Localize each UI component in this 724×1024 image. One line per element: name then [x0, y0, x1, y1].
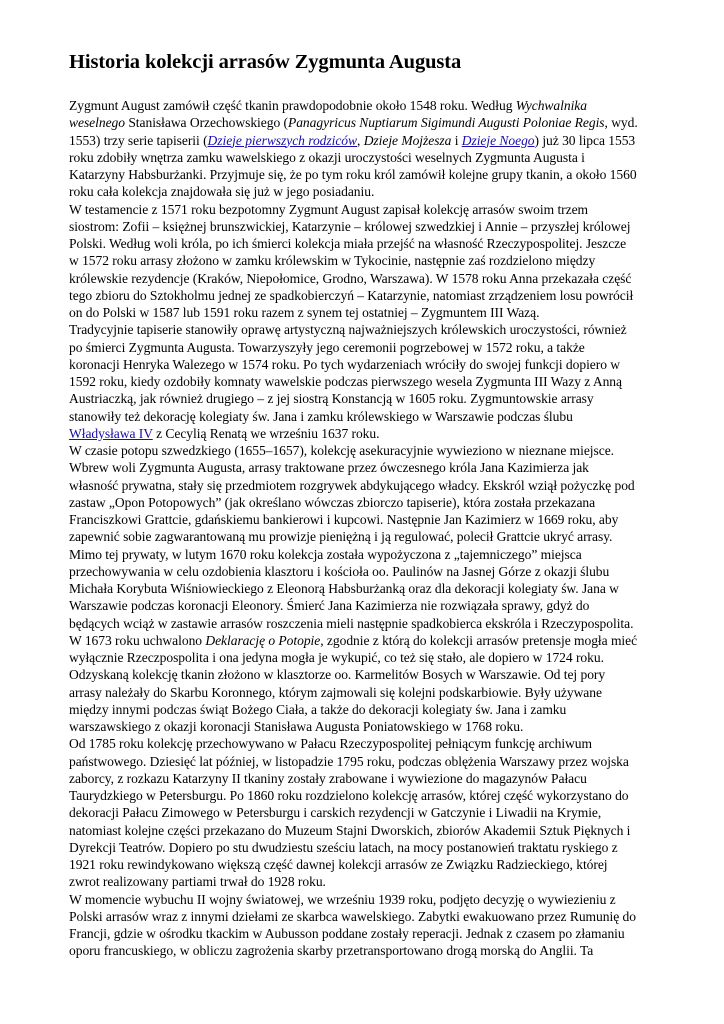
- link-dzieje-pierwszych-rodzicow[interactable]: Dzieje pierwszych rodziców: [207, 132, 358, 148]
- text-line: warszawskiego z okazji koronacji Stanisława Augusta Poniatowskiego w 1768 roku.: [69, 719, 524, 734]
- paragraph-3: [69, 321, 674, 442]
- text-line: Austriaczką, jak również drugiego – z jej siostrą Konstancją w 1605 roku. Zygmuntowskie arrasy: [69, 391, 594, 407]
- text-line: natomiast kolejne części przekazano do Muzeum Stajni Dworskich, zbiorów Akademii Sztuk Pięknych i: [69, 822, 631, 838]
- text-line: roku cała kolekcja znajdowała się już w jego posiadaniu.: [69, 184, 375, 200]
- text-line: weselnego Stanisława Orzechowskiego (Panagyricus Nuptiarum Sigimundi Augusti Poloniae Regis, wyd.: [69, 115, 638, 131]
- text-line: W 1673 roku uchwalono Deklarację o Potopie, zgodnie z którą do kolekcji arrasów pretensje mogła mieć: [69, 632, 638, 648]
- text-line: zapewnić sobie zagwarantowaną mu prowizje pieniężną i ją regulować, polecił Grattcie ukryć arrasy.: [69, 529, 613, 545]
- document-body: [69, 97, 674, 960]
- text-line: koronacji Henryka Walezego w 1574 roku. Po tych wydarzeniach wróciły do swojej funkcji dopiero w: [69, 356, 621, 372]
- text-line: Dyrekcji Teatrów. Dopiero po stu dwudziestu sześciu latach, na mocy postanowień traktatu ryskiego z: [69, 839, 618, 855]
- paragraph-4: [69, 442, 674, 735]
- paragraph-2: [69, 201, 674, 322]
- text-line: W testamencie z 1571 roku bezpotomny Zygmunt August zapisał kolekcję arrasów swoim trzem: [69, 201, 589, 217]
- text-line: Katarzyny Habsburżanki. Przyjmuje się, że po tym roku król zamówił kolejne grupy tkanin, a około 1560: [69, 167, 637, 182]
- paragraph-1: [69, 97, 674, 201]
- text-line: Odzyskaną kolekcję tkanin złożono w klasztorze oo. Karmelitów Bosych w Warszawie. Od tej pory: [69, 667, 606, 683]
- link-wladyslawa-iv[interactable]: Władysława IV: [69, 425, 153, 441]
- text-line: dekoracji Pałacu Zimowego w Petersburgu i carskich rezydencji w Gatczynie i Liwadii na Krymie,: [69, 805, 602, 821]
- text-line: przechowywania w celu ozdobienia klasztoru i kościoła oo. Paulinów na Jasnej Górze z okazji ślubu: [69, 563, 610, 579]
- text-line: państwowego. Dziesięć lat później, w listopadzie 1795 roku, podczas oblężenia Warszawy przez wojska: [69, 753, 629, 769]
- text-line: W momencie wybuchu II wojny światowej, we wrześniu 1939 roku, podjęto decyzję o wywiezieniu z: [69, 891, 616, 907]
- text-line: po śmierci Zygmunta Augusta. Towarzyszyły jego ceremonii pogrzebowej w 1572 roku, a także: [69, 339, 585, 355]
- text-line: arrasy należały do Skarbu Koronnego, którym zajmowali się kolejni podskarbiowie. Były używane: [69, 684, 602, 700]
- text-line: 1553) trzy serie tapiserii (Dzieje pierwszych rodziców, Dzieje Mojżesza i Dzieje Noego) już 30 lipca 1553: [69, 132, 636, 148]
- text-line: Warszawie podczas koronacji Eleonory. Śmierć Jana Kazimierza nie rozwiązała sprawy, gdyż do: [69, 598, 590, 614]
- text-line: Mimo tej prywaty, w lutym 1670 roku kolekcja została wypożyczona z „tajemniczego” miejsca: [69, 546, 582, 562]
- text-line: królewskie rezydencje (Kraków, Niepołomice, Grodno, Warszawa). W 1578 roku Anna przekazała część: [69, 270, 632, 286]
- text-line: Zygmunt August zamówił część tkanin prawdopodobnie około 1548 roku. Według Wychwalnika: [69, 98, 587, 113]
- text-line: Tradycyjnie tapiserie stanowiły oprawę artystyczną najważniejszych królewskich uroczystości, również: [69, 322, 627, 338]
- text-line: on do Polski w 1587 lub 1591 roku razem z synem tej ostatniej – Zygmuntem III Wazą.: [69, 305, 540, 320]
- text-line: Michała Korybuta Wiśniowieckiego z Eleonorą Habsburżanką oraz dla dekoracji kolegiaty św. Jana w: [69, 581, 619, 596]
- document-title: Historia kolekcji arrasów Zygmunta Augusta: [69, 51, 462, 73]
- link-dzieje-noego[interactable]: Dzieje Noego: [461, 132, 535, 148]
- text-line: zwrot realizowany partiami trwał do 1928 roku.: [69, 874, 326, 890]
- text-line: 1592 roku, kiedy ozdobiły komnaty wawelskie podczas pierwszego wesela Zygmunta III Wazy z Anną: [69, 374, 622, 389]
- paragraph-5: [69, 735, 674, 890]
- text-line: Franciszkowi Grattcie, gdańskiemu bankierowi i kupcowi. Następnie Jan Kazimierz w 1669 roku, aby: [69, 512, 619, 527]
- text-line: wyłącznie Rzeczpospolita i ona jedyna mogła je wykupić, co też się stało, ale dopiero w 1724 roku.: [69, 650, 604, 665]
- text-line: zastaw „Opon Potopowych” (jak określano wówczas zbiorczo tapiserie), która została przekazana: [69, 494, 596, 510]
- text-line: 1921 roku rewindykowano większą część dawnej kolekcji arrasów ze Związku Radzieckiego, której: [69, 857, 608, 872]
- text-line: będących wciąż w zastawie arrasów roszczenia mieli następnie spadkobierca ekskróla i Rzeczypospolita.: [69, 615, 634, 631]
- text-line: Taurydzkiego w Petersburgu. Po 1860 roku rozdzielono kolekcję arrasów, której część wykorzystano do: [69, 788, 629, 803]
- text-line: Francji, gdzie w ośrodku tkackim w Aubusson poddane zostały reperacji. Jednak z czasem po złamaniu: [69, 926, 625, 941]
- text-line: Wbrew woli Zygmunta Augusta, arrasy traktowane przez ówczesnego króla Jana Kazimierza jak: [69, 460, 589, 476]
- text-line: Od 1785 roku kolekcję przechowywano w Pałacu Rzeczypospolitej pełniącym funkcję archiwum: [69, 736, 593, 752]
- text-line: stanowiły też dekorację kolegiaty św. Jana i zamku królewskiego w Warszawie podczas ślubu: [69, 408, 573, 424]
- text-line: tego zbioru do Sztokholmu jednej ze spadkobierczyń – Katarzynie, natomiast zrządzeniem losu powrócił: [69, 287, 634, 303]
- text-line: Polski arrasów wraz z innymi dziełami ze skarbca wawelskiego. Zabytki ewakuowano przez Rumunię do: [69, 908, 636, 924]
- text-line: zaborcy, z rozkazu Katarzyny II tkaniny zostały zrabowane i wywiezione do magazynów Pałacu: [69, 770, 587, 786]
- text-line: siostrom: Zofii – księżnej brunszwickiej, Katarzynie – królowej szwedzkiej i Annie – przyszłej królowej: [69, 218, 631, 234]
- text-line: oporu francuskiego, w obliczu zagrożenia skarby przetransportowano drogą morską do Anglii. Ta: [69, 943, 594, 959]
- text-line: W czasie potopu szwedzkiego (1655–1657), kolekcję asekuracyjnie wywieziono w nieznane miejsce.: [69, 443, 615, 458]
- paragraph-6: [69, 891, 674, 960]
- text-line: Polski. Według woli króla, po ich śmierci kolekcja miała przejść na własność Rzeczypospolitej. Jeszcze: [69, 236, 627, 251]
- text-line: w 1572 roku arrasy złożono w zamku królewskim w Tykocinie, następnie zaś rozdzielono między: [69, 253, 596, 269]
- text-line: własność prywatna, stały się przedmiotem rozgrywek abdykującego władcy. Ekskról wziął pożyczkę pod: [69, 477, 635, 493]
- text-line: między innymi podczas świąt Bożego Ciała, a także do dekoracji kolegiaty św. Jana i zamku: [69, 701, 567, 717]
- text-line: Władysława IV z Cecylią Renatą we wrześniu 1637 roku.: [69, 425, 380, 441]
- text-line: roku zdobiły wnętrza zamku wawelskiego z okazji uroczystości weselnych Zygmunta Augusta i: [69, 149, 585, 165]
